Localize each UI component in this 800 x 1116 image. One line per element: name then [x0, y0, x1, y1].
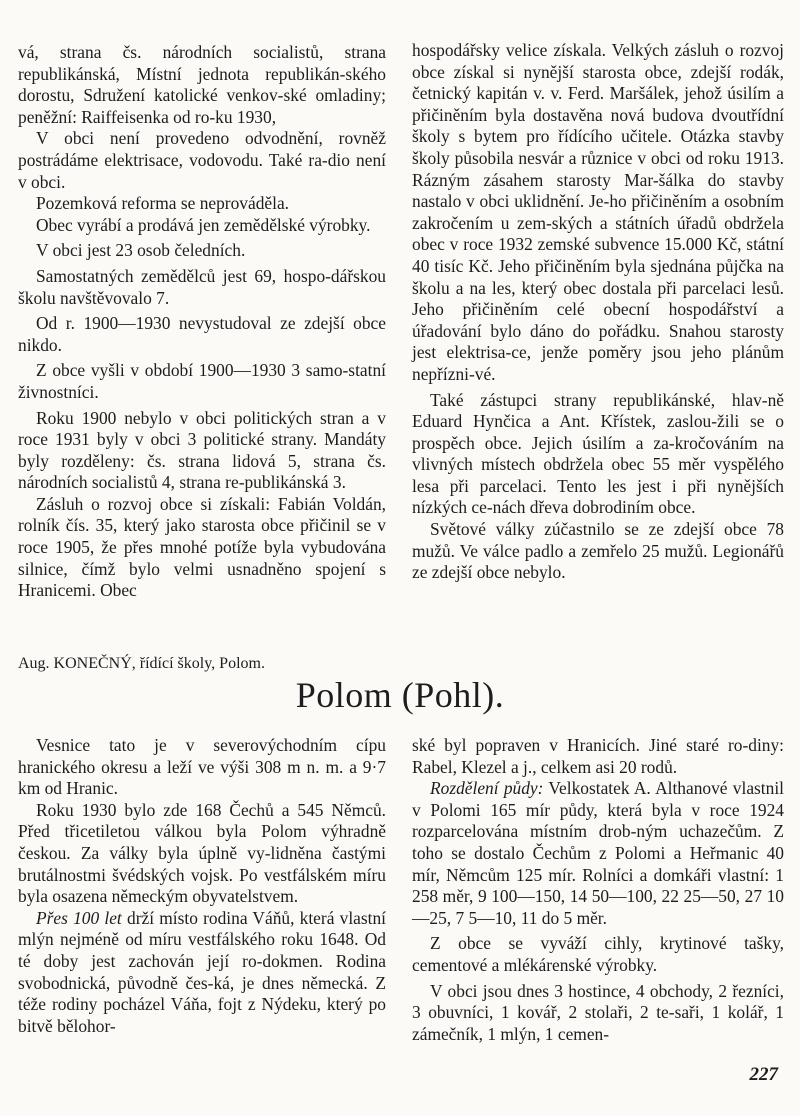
paragraph: Samostatných zemědělců jest 69, hospo-dářskou školu navštěvovalo 7. [18, 265, 386, 308]
paragraph: Také zástupci strany republikánské, hlav-ně Eduard Hynčica a Ant. Křístek, zaslou-žili se o prospěch obce. Jejich úsilím a za-kročováním na vlivných místech obdržela obec 55 měr vyspělého lesa při parcelaci. Tento les jest i při nynějších nízkých ce-nách dřeva dobrodiním obce. [412, 389, 784, 518]
paragraph: Roku 1900 nebylo v obci politických stran a v roce 1931 byly v obci 3 politické strany. Mandáty byly rozděleny: čs. strana lidová 5, strana čs. národních socialistů 4, strana re-publikánská 3. [18, 407, 386, 493]
italic-lead: Rozdělení půdy: [430, 778, 544, 799]
paragraph: Obec vyrábí a prodává jen zemědělské výrobky. [36, 214, 371, 235]
article-title: Polom (Pohl). [295, 675, 505, 715]
paragraph [412, 778, 784, 929]
italic-lead: Přes 100 let [36, 907, 122, 928]
author-line: Aug. KONEČNÝ, řídící školy, Polom. [18, 655, 265, 672]
paragraph: Vesnice tato je v severovýchodním cípu hranického okresu a leží ve výši 308 m n. m. a 9·7 km od Hranic. [18, 735, 386, 799]
paragraph: Z obce vyšli v období 1900—1930 3 samo-statní živnostníci. [18, 360, 386, 402]
paragraph: hospodářsky velice získala. Velkých zásluh o rozvoj obce získal si nynější starosta obce, zdejší rodák, četnický kapitán v. v. Ferd. Maršálek, jehož úsilím a přičiněním byla dostavěna nová budova dvoutřídní školy s bytem pro řídícího učitele. Otázka stavby školy působila nesvár a různice v obci od roku 1913. Rázným zásahem starosty Mar-šálka do stavby nastalo v obci uklidnění. Je-ho přičiněním a osobním zakročením u zem-ských a státních úřadů obdržela obec v roce 1932 zemské subvence 15.000 Kč, státní 40 tisíc Kč. Jeho přičiněním byla sjednána půjčka na školu a na les, který obec dostala při parcelaci lesů. Jeho přičiněním celé obecní hospodářství a úřadování bylo dáno do pořádku. Snahou starosty jest elektrisa-ce, jenže poměry jsou jeho plánům nepřízni-vé. [412, 40, 784, 384]
paragraph: ské byl popraven v Hranicích. Jiné staré ro-diny: Rabel, Klezel a j., celkem asi 20 rodů. [412, 735, 784, 777]
bottom-left-column [18, 735, 386, 1037]
paragraph-text: drží místo rodina Váňů, která vlastní mlýn nejméně od míru vestfálského roku 1648. Od té doby jest zachován její ro-dokmen. Rodina svobodnická, původně čes-ká, je dnes německá. Z téže rodiny pocházel Váňa, fojt z Nýdeku, který po bitvě bělohor- [18, 907, 386, 1036]
paragraph [18, 908, 386, 1038]
paragraph: vá, strana čs. národních socialistů, strana republikánská, Místní jednota republikán-ského dorostu, Sdružení katolické venkov-ské omladiny; peněžní: Raiffeisenka od ro-ku 1930, [18, 42, 386, 127]
paragraph: V obci není provedeno odvodnění, rovněž postrádáme elektrisace, vodovodu. Také ra-dio není v obci. [18, 128, 386, 192]
top-right-column [412, 40, 784, 584]
paragraph: Z obce se vyváží cihly, krytinové tašky, cementové a mlékárenské výrobky. [412, 933, 784, 975]
paragraph: Pozemková reforma se neprováděla. [36, 193, 290, 214]
paragraph: Světové války zúčastnilo se ze zdejší obce 78 mužů. Ve válce padlo a zemřelo 25 mužů. Legionářů ze zdejší obce nebylo. [412, 519, 784, 583]
paragraph: Od r. 1900—1930 nevystudoval ze zdejší obce nikdo. [18, 313, 386, 355]
paragraph: Zásluh o rozvoj obce si získali: Fabián Voldán, rolník čís. 35, který jako starosta obce přičinil se v roce 1905, že přes mnohé potíže byla vybudována silnice, čímž bylo velmi usnadněno spojení s Hranicemi. Obec [18, 493, 386, 601]
paragraph: V obci jsou dnes 3 hostince, 4 obchody, 2 řezníci, 3 obuvníci, 1 kovář, 2 stolaři, 2 te-saři, 1 kolář, 1 zámečník, 1 mlýn, 1 cemen- [412, 980, 784, 1044]
page-number: 227 [749, 1064, 778, 1085]
paragraph: Roku 1930 bylo zde 168 Čechů a 545 Němců. Před třicetiletou válkou byla Polom výhradně českou. Za války byla úplně vy-lidněna častými brutálnostmi švédských vojsk. Po vestfálském míru byla osazena německým obyvatelstvem. [18, 799, 386, 907]
bottom-right-column [412, 735, 784, 1045]
paragraph-text: Velkostatek A. Althanové vlastnil v Polomi 165 mír půdy, která byla v roce 1924 rozparcelována místním drob-ným uchazečům. Z toho se dostalo Čechům z Polomi a Heřmanic 40 mír, Němcům 125 mír. Rolníci a domkáři vlastní: 1 258 měr, 9 100—150, 14 50—100, 22 25—50, 27 10—25, 7 5—10, 11 do 5 měr. [412, 778, 784, 928]
paragraph: V obci jest 23 osob čeledních. [36, 240, 246, 261]
top-left-column [18, 42, 386, 602]
